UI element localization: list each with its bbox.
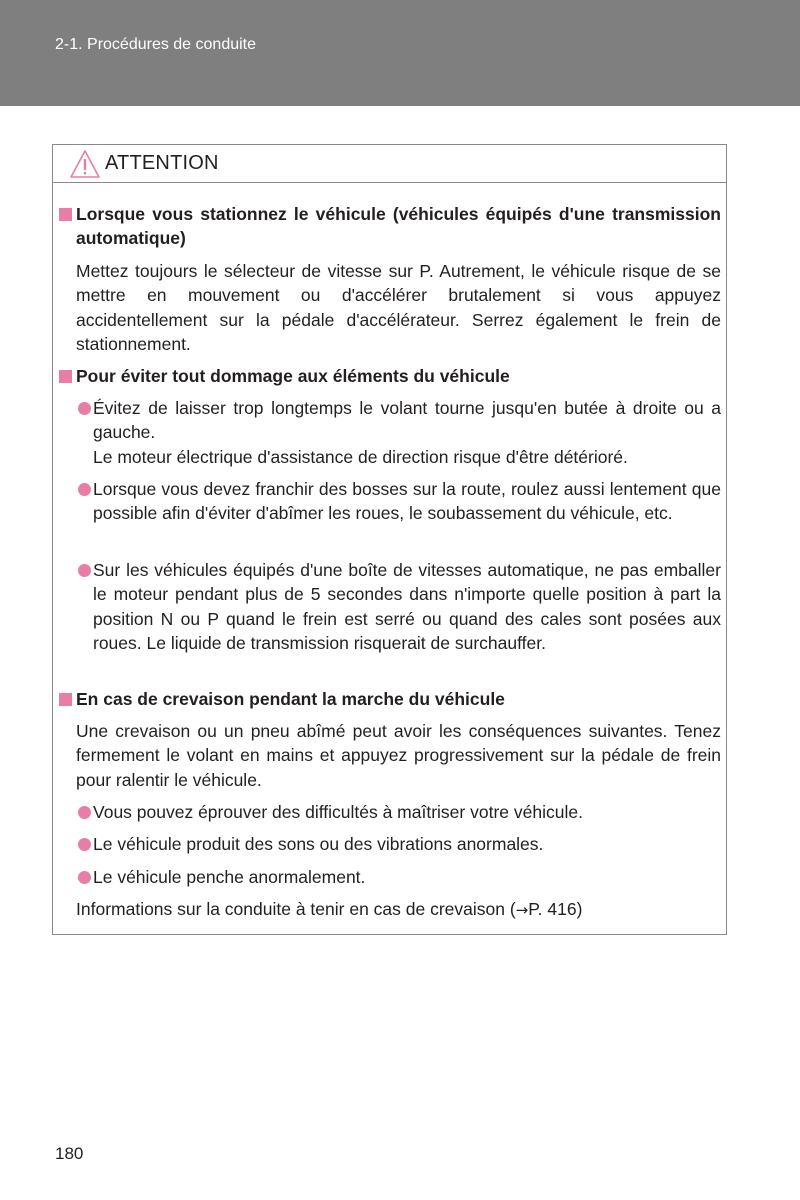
list-item: Évitez de laisser trop longtemps le volant tourne jusqu'en butée à droite ou a gauche. Le moteur électrique d'assistance de direction risque d'être détérioré. bbox=[76, 396, 721, 469]
square-bullet-icon bbox=[59, 208, 72, 221]
warning-triangle-icon bbox=[69, 149, 101, 179]
list-item: Vous pouvez éprouver des difficultés à maîtriser votre véhicule. bbox=[76, 800, 721, 824]
circle-bullet-icon bbox=[78, 806, 91, 819]
section-heading: Pour éviter tout dommage aux éléments du véhicule bbox=[59, 364, 721, 388]
section-title: 2-1. Procédures de conduite bbox=[55, 36, 257, 53]
attention-header bbox=[53, 145, 726, 183]
list-item: Sur les véhicules équipés d'une boîte de vitesses automatique, ne pas emballer le moteur pendant plus de 5 secondes dans n'importe quelle position à part la position N ou P quand le frein est serré ou quand des cales sont posées aux roues. Le liquide de transmission risquerait de surchauffer. bbox=[76, 558, 721, 656]
square-bullet-icon bbox=[59, 693, 72, 706]
paragraph: Mettez toujours le sélecteur de vitesse sur P. Autrement, le véhicule risque de se mettre en mouvement ou d'accélérer brutalement si vous appuyez accidentellement sur la pédale d'accélérateur. Serrez également le frein de stationnement. bbox=[76, 261, 721, 355]
circle-bullet-icon bbox=[78, 483, 91, 496]
circle-bullet-icon bbox=[78, 402, 91, 415]
circle-bullet-icon bbox=[78, 838, 91, 851]
arrow-right-icon: → bbox=[515, 901, 529, 919]
list-item: Le véhicule penche anormalement. bbox=[76, 865, 721, 889]
circle-bullet-icon bbox=[78, 564, 91, 577]
page-header-bar bbox=[0, 0, 800, 106]
section-heading: Lorsque vous stationnez le véhicule (véhicules équipés d'une transmission automatique) bbox=[59, 202, 721, 251]
list-item: Lorsque vous devez franchir des bosses sur la route, roulez aussi lentement que possible afin d'éviter d'abîmer les roues, le soubassement du véhicule, etc. bbox=[76, 477, 721, 526]
paragraph: Une crevaison ou un pneu abîmé peut avoir les conséquences suivantes. Tenez fermement le volant en mains et appuyez progressivement sur la pédale de frein pour ralentir le véhicule. bbox=[76, 721, 721, 790]
page-reference: Informations sur la conduite à tenir en cas de crevaison (→P. 416) bbox=[76, 899, 583, 919]
section-heading: En cas de crevaison pendant la marche du véhicule bbox=[59, 687, 721, 711]
page-number: 180 bbox=[55, 1144, 84, 1163]
attention-title: ATTENTION bbox=[105, 152, 219, 174]
square-bullet-icon bbox=[59, 370, 72, 383]
list-item: Le véhicule produit des sons ou des vibrations anormales. bbox=[76, 832, 721, 856]
attention-box bbox=[52, 144, 727, 935]
circle-bullet-icon bbox=[78, 871, 91, 884]
